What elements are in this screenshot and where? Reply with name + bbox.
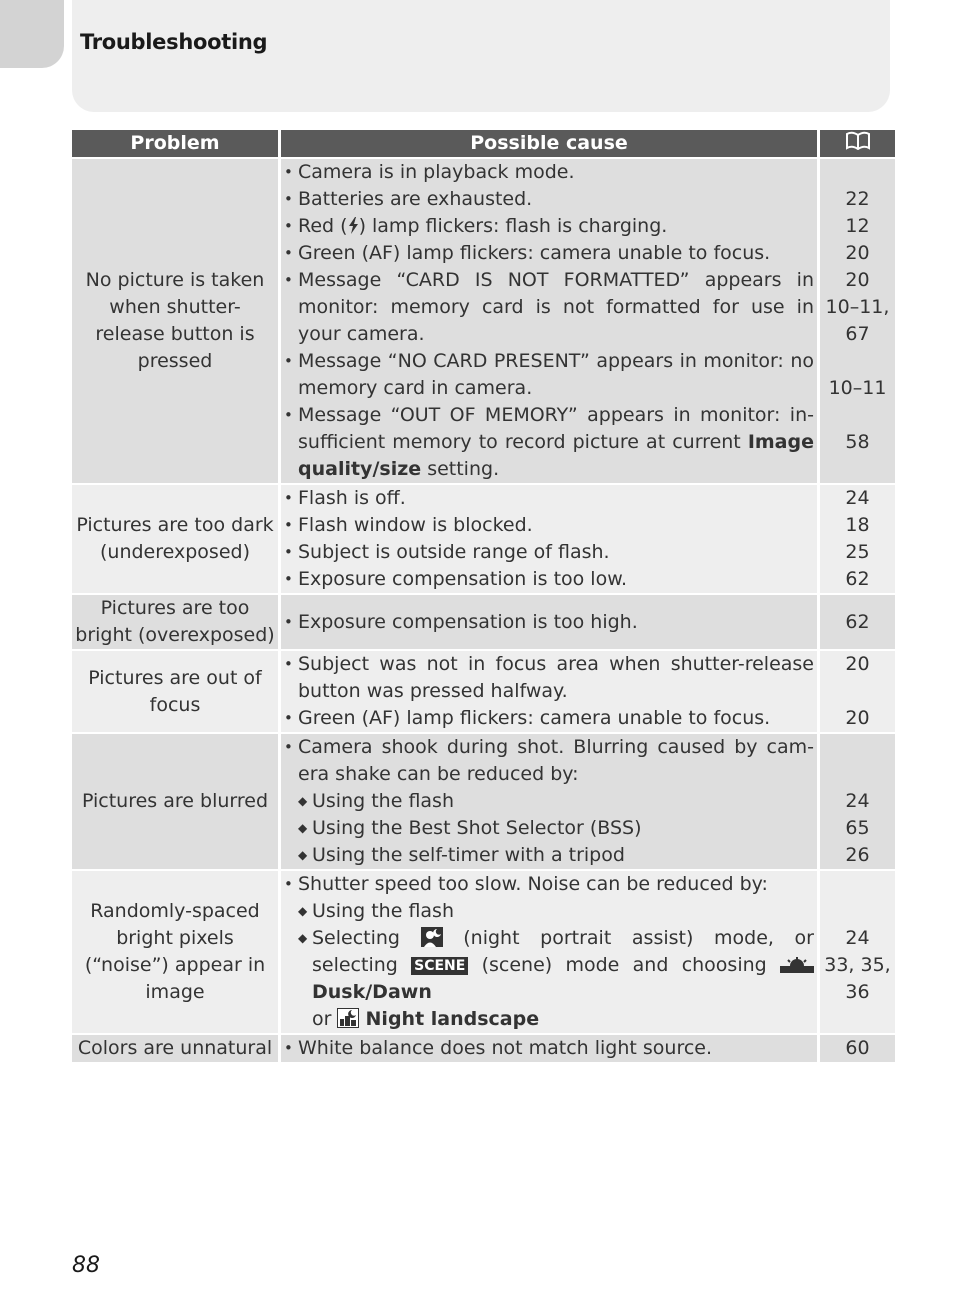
list-item: • Camera is in playback mode. [284, 161, 575, 183]
page-ref-cell: 22 12 20 20 10–11, 67 10–11 58 [820, 159, 895, 483]
list-item: • Green (AF) lamp flickers: camera unable to focus. [284, 707, 771, 729]
chapter-tab [0, 0, 64, 68]
page-ref-cell: 24 18 25 62 [820, 485, 895, 593]
cause-cell [281, 734, 817, 869]
list-item: • White balance does not match light source. [284, 1037, 713, 1059]
list-item: • Message “NO CARD PRESENT” appears in monitor: no memory card in camera. [284, 350, 814, 399]
sub-item: ◆ Selecting (night portrait assist) mode, or selecting SCENE (scene) mode and choosing Dusk/Dawn or Night landscape [298, 927, 814, 1030]
cause-cell [281, 651, 817, 732]
night-portrait-icon [421, 927, 443, 947]
table-row [72, 159, 895, 483]
table-row [72, 651, 895, 732]
sub-item: ◆ Using the Best Shot Selector (BSS) [298, 817, 642, 839]
list-item: • Subject was not in focus area when shutter-release button was pressed halfway. [284, 653, 814, 702]
cause-cell [281, 159, 817, 483]
table-row [72, 485, 895, 593]
table-row [72, 1035, 895, 1062]
list-item: • Camera shook during shot. Blurring caused by cam-era shake can be reduced by: [284, 736, 814, 785]
problem-cell: Pictures are too bright (overexposed) [72, 595, 278, 649]
cause-cell [281, 1035, 817, 1062]
cause-cell [281, 485, 817, 593]
problem-cell: Randomly-spaced bright pixels (“noise”) appear in image [72, 871, 278, 1033]
list-item: • Message “CARD IS NOT FORMATTED” appears in monitor: memory card is not formatted for use in your camera. [284, 269, 814, 345]
scene-icon: SCENE [411, 957, 468, 975]
table-row [72, 734, 895, 869]
list-item: • Batteries are exhausted. [284, 188, 533, 210]
book-icon [845, 130, 871, 150]
list-item: • Subject is outside range of flash. [284, 541, 610, 563]
troubleshooting-table [69, 128, 898, 1064]
column-header-cause: Possible cause [281, 130, 817, 157]
problem-cell: Pictures are blurred [72, 734, 278, 869]
night-landscape-icon [337, 1008, 359, 1028]
column-header-problem: Problem [72, 130, 278, 157]
problem-cell: Colors are unnatural [72, 1035, 278, 1062]
list-item: • Red ( ) lamp flickers: flash is charging. [284, 215, 668, 237]
dusk-dawn-icon [780, 957, 814, 973]
page-ref-cell: 24 33, 35, 36 [820, 871, 895, 1033]
page-ref-cell: 24 65 26 [820, 734, 895, 869]
column-header-reference [820, 130, 895, 157]
page-title: Troubleshooting [80, 30, 268, 54]
list-item: • Exposure compensation is too high. [284, 610, 638, 633]
header-band [72, 0, 890, 112]
list-item: • Exposure compensation is too low. [284, 568, 628, 590]
problem-cell: Pictures are out of focus [72, 651, 278, 732]
cause-cell [281, 871, 817, 1033]
problem-cell: No picture is taken when shutter-release button is pressed [72, 159, 278, 483]
table-row [72, 871, 895, 1033]
list-item: • Message “OUT OF MEMORY” appears in monitor: in-sufficient memory to record picture at current Image quality/size setting. [284, 404, 814, 480]
sub-item: ◆ Using the flash [298, 790, 454, 812]
table-row [72, 595, 895, 649]
table-header-row [72, 130, 895, 157]
flash-icon [348, 217, 359, 234]
page-ref-cell: 20 20 [820, 651, 895, 732]
page-ref-cell: 62 [820, 595, 895, 649]
cause-cell [281, 595, 817, 649]
list-item: • Flash is off. [284, 487, 406, 509]
list-item: • Flash window is blocked. [284, 514, 533, 536]
list-item: • Shutter speed too slow. Noise can be reduced by: [284, 873, 768, 895]
page-number: 88 [72, 1253, 100, 1278]
problem-cell: Pictures are too dark (underexposed) [72, 485, 278, 593]
list-item: • Green (AF) lamp flickers: camera unable to focus. [284, 242, 771, 264]
sub-item: ◆ Using the flash [298, 900, 454, 922]
page-ref-cell: 60 [820, 1035, 895, 1062]
sub-item: ◆ Using the self-timer with a tripod [298, 844, 625, 866]
